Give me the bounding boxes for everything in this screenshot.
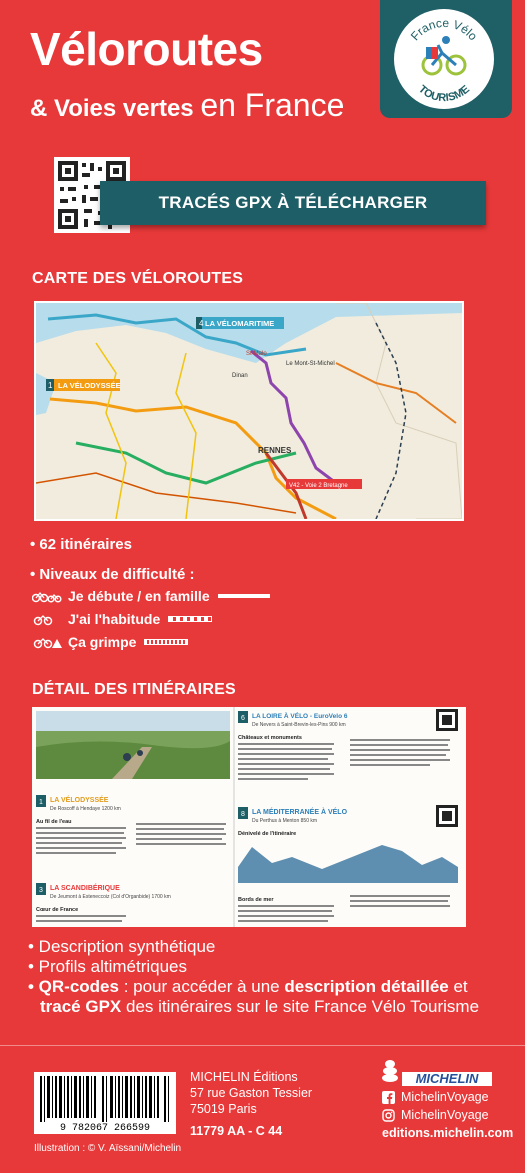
michelin-brand: MICHELIN xyxy=(415,1071,479,1086)
map-label-rennes: RENNES xyxy=(258,446,292,455)
instagram-handle: MichelinVoyage xyxy=(401,1108,489,1122)
map-label-dinan: Dinan xyxy=(232,373,248,379)
logo-top-text: France Vélo xyxy=(407,15,481,44)
detail-section-title: DÉTAIL DES ITINÉRAIRES xyxy=(32,681,236,698)
qr-text-1: : pour accéder à une xyxy=(118,977,285,996)
map-label-velodyssee-num: 1 xyxy=(48,381,53,390)
qr-bold-gpx: tracé GPX xyxy=(40,997,122,1016)
qr-text-3: des itinéraires sur le site France Vélo Tourisme xyxy=(121,997,480,1016)
line-style-solid xyxy=(218,594,270,598)
qr-bold-description: description détaillée xyxy=(284,977,449,996)
card-num-1: 1 xyxy=(39,799,43,806)
gpx-download-banner[interactable]: TRACÉS GPX À TÉLÉCHARGER xyxy=(100,181,486,225)
card-heading-1: Au fil de l'eau xyxy=(36,819,72,825)
line-style-dotted xyxy=(168,616,212,622)
feature-list xyxy=(28,937,479,1017)
subtitle-big: en France xyxy=(200,87,345,123)
publisher-address-2: 75019 Paris xyxy=(190,1102,257,1116)
map-section-title: CARTE DES VÉLOROUTES xyxy=(32,270,244,287)
route-map xyxy=(34,301,464,521)
map-label-mont: Le Mont-St-Michel xyxy=(286,361,335,367)
difficulty-title: • Niveaux de difficulté : xyxy=(30,566,195,583)
product-reference: 11779 AA - C 44 xyxy=(190,1124,283,1138)
facebook-icon xyxy=(382,1091,395,1104)
subtitle-small: & Voies vertes xyxy=(30,95,194,122)
map-label-velomaritime: LA VÉLOMARITIME xyxy=(205,319,275,328)
map-label-velomaritime-num: 4 xyxy=(199,319,204,328)
facebook-link[interactable] xyxy=(382,1088,489,1106)
barcode-number: 9 782067 266599 xyxy=(59,1123,151,1134)
card-sub-8: Du Perthus à Menton 850 km xyxy=(252,818,318,824)
card-num-6: 6 xyxy=(241,715,245,722)
publisher-block xyxy=(190,1069,312,1117)
difficulty-label-easy: Je débute / en famille xyxy=(68,588,210,604)
card-name-3: LA SCANDIBÉRIQUE xyxy=(50,885,120,892)
feature-profiles: • Profils altimétriques xyxy=(28,957,188,976)
website-link[interactable]: editions.michelin.com xyxy=(382,1126,514,1140)
route-map-drawing xyxy=(36,303,462,519)
family-bikes-icon xyxy=(32,589,62,603)
itinerary-pages-drawing xyxy=(32,707,466,927)
difficulty-level-hard xyxy=(32,634,188,650)
difficulty-level-easy xyxy=(32,588,270,604)
card-num-3: 3 xyxy=(39,887,43,894)
line-style-fine-dotted xyxy=(144,639,188,645)
card-name-8: LA MÉDITERRANÉE À VÉLO xyxy=(252,809,348,816)
barcode xyxy=(34,1072,176,1134)
logo-bottom-text: TOURISME xyxy=(415,83,473,105)
feature-description: • Description synthétique xyxy=(28,937,216,956)
social-links xyxy=(382,1088,489,1124)
itineraries-count: • 62 itinéraires xyxy=(30,536,132,553)
difficulty-label-medium: J'ai l'habitude xyxy=(68,611,161,627)
card-heading-2: Châteaux et monuments xyxy=(238,735,302,741)
instagram-icon xyxy=(382,1109,395,1122)
mountain-cyclist-icon xyxy=(32,635,62,649)
page-title: Véloroutes xyxy=(30,23,263,75)
feature-qr-line1 xyxy=(28,977,479,997)
barcode-icon xyxy=(34,1072,176,1134)
card-sub-3: De Jeumont à Esteneccoiz (Col d'Organbide) 1700 km xyxy=(50,894,171,900)
publisher-address-1: 57 rue Gaston Tessier xyxy=(190,1086,313,1100)
difficulty-level-medium xyxy=(32,611,212,627)
illustration-credit: Illustration : © V. Aïssani/Michelin xyxy=(34,1143,182,1154)
footer-divider xyxy=(0,1045,525,1046)
profile-title: Dénivelé de l'itinéraire xyxy=(238,831,297,837)
logo-circle xyxy=(394,9,494,109)
cyclist-icon-small xyxy=(32,612,62,626)
france-velo-tourisme-logo xyxy=(380,0,512,118)
michelin-man-icon xyxy=(380,1058,492,1086)
card-sub-1: De Roscoff à Hendaye 1200 km xyxy=(50,806,121,812)
card-name-1: LA VÉLODYSSÉE xyxy=(50,797,109,804)
instagram-link[interactable] xyxy=(382,1106,489,1124)
michelin-logo xyxy=(380,1058,492,1091)
feature-qr-line2 xyxy=(28,997,479,1017)
page-subtitle xyxy=(30,86,344,124)
qr-label: • QR-codes xyxy=(28,977,119,996)
card-heading-4: Cœur de France xyxy=(36,907,79,913)
publisher-name: MICHELIN Éditions xyxy=(190,1070,298,1084)
qr-text-2: et xyxy=(448,977,468,996)
map-label-v42: V42 - Voie 2 Bretagne xyxy=(289,483,348,489)
svg-text:TOURISME xyxy=(416,83,472,104)
card-name-6: LA LOIRE À VÉLO - EuroVelo 6 xyxy=(252,713,348,720)
map-label-stmalo: St-Malo xyxy=(246,351,267,357)
card-heading-3: Bords de mer xyxy=(238,897,274,903)
facebook-handle: MichelinVoyage xyxy=(401,1090,489,1104)
map-label-velodyssee: LA VÉLODYSSÉE xyxy=(58,381,121,390)
itinerary-detail-preview xyxy=(32,707,466,927)
card-num-8: 8 xyxy=(241,811,245,818)
card-sub-6: De Nevers à Saint-Brevin-les-Pins 900 km xyxy=(252,722,346,728)
difficulty-label-hard: Ça grimpe xyxy=(68,634,137,650)
cyclist-icon xyxy=(394,9,494,109)
